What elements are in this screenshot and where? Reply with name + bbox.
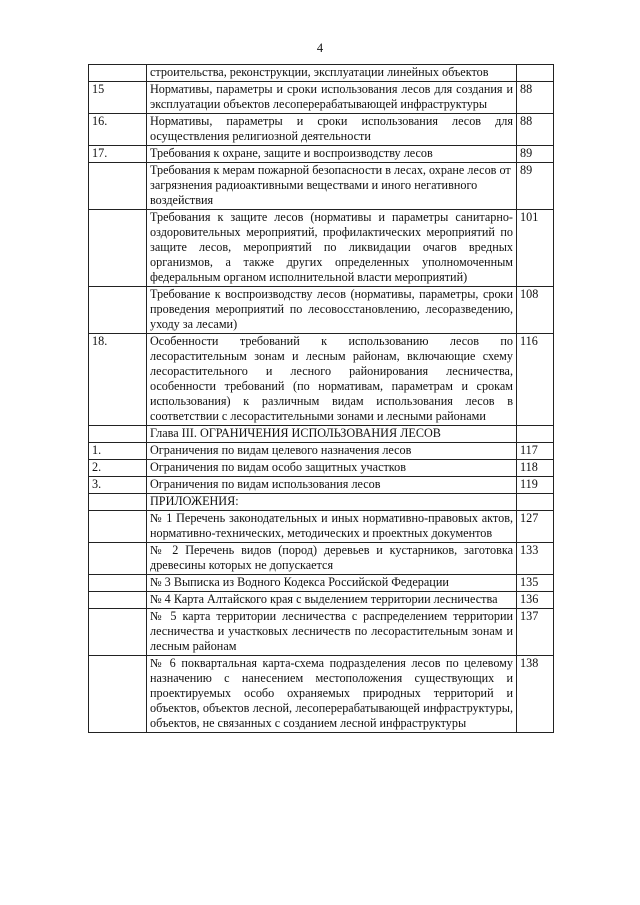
row-number [89,163,147,210]
row-number: 15 [89,82,147,114]
row-page: 117 [517,443,554,460]
table-row [89,82,554,114]
row-page [517,65,554,82]
row-number [89,65,147,82]
table-row [89,609,554,656]
row-title: строительства, реконструкции, эксплуатации линейных объектов [147,65,517,82]
row-title: Нормативы, параметры и сроки использования лесов для создания и эксплуатации объектов лесоперерабатывающей инфраструктуры [147,82,517,114]
page-number: 4 [316,41,324,55]
table-row [89,65,554,82]
row-number: 1. [89,443,147,460]
row-title: Требования к мерам пожарной безопасности в лесах, охране лесов от загрязнения радиоактивными веществами и иного негативного воздействия [147,163,517,210]
row-page: 108 [517,287,554,334]
table-row [89,443,554,460]
row-number [89,494,147,511]
row-title: Ограничения по видам особо защитных участков [147,460,517,477]
row-number: 16. [89,114,147,146]
row-page: 127 [517,511,554,543]
row-title: № 4 Карта Алтайского края с выделением территории лесничества [147,592,517,609]
row-number: 17. [89,146,147,163]
row-title: Требования к защите лесов (нормативы и параметры санитарно-оздоровительных мероприятий, профилактических мероприятий по защите лесов, мероприятий по ликвидации очагов вредных организмов, а также других определенных уполномоченным федеральным органом исполнительной власти мероприятий) [147,210,517,287]
row-number [89,543,147,575]
table-row [89,163,554,210]
table-row [89,575,554,592]
row-page: 89 [517,146,554,163]
table-row [89,592,554,609]
row-title: Нормативы, параметры и сроки использования лесов для осуществления религиозной деятельности [147,114,517,146]
row-page: 101 [517,210,554,287]
table-row [89,210,554,287]
row-page: 135 [517,575,554,592]
table-row [89,477,554,494]
row-page: 137 [517,609,554,656]
row-number: 2. [89,460,147,477]
row-number [89,656,147,733]
table-row [89,460,554,477]
row-title: Требования к охране, защите и воспроизводству лесов [147,146,517,163]
table-row [89,334,554,426]
row-title: № 3 Выписка из Водного Кодекса Российской Федерации [147,575,517,592]
row-number [89,287,147,334]
row-number: 18. [89,334,147,426]
appendix-heading: ПРИЛОЖЕНИЯ: [147,494,517,511]
row-page: 88 [517,82,554,114]
row-page: 88 [517,114,554,146]
row-number [89,609,147,656]
row-title: Особенности требований к использованию лесов по лесорастительным зонам и лесным районам, включающие схему лесорастительного и лесного районирования лесничества, особенности требований (по нормативам, параметрам и срокам использования) к различным видам использования лесов в соответствии с лесорастительными зонами и лесными районами [147,334,517,426]
row-number [89,511,147,543]
row-title: Ограничения по видам использования лесов [147,477,517,494]
table-row [89,146,554,163]
table-row [89,494,554,511]
row-page: 89 [517,163,554,210]
row-title: № 2 Перечень видов (пород) деревьев и кустарников, заготовка древесины которых не допускается [147,543,517,575]
row-page [517,494,554,511]
row-title: Требование к воспроизводству лесов (нормативы, параметры, сроки проведения мероприятий по лесовосстановлению, лесоразведению, уходу за лесами) [147,287,517,334]
row-title: № 1 Перечень законодательных и иных нормативно-правовых актов, нормативно-технических, методических и проектных документов [147,511,517,543]
row-number [89,210,147,287]
row-number [89,426,147,443]
table-row [89,287,554,334]
chapter-heading: Глава III. ОГРАНИЧЕНИЯ ИСПОЛЬЗОВАНИЯ ЛЕСОВ [147,426,517,443]
row-page: 118 [517,460,554,477]
table-row [89,511,554,543]
table-row [89,114,554,146]
row-page: 116 [517,334,554,426]
row-number [89,592,147,609]
table-row [89,656,554,733]
row-page: 133 [517,543,554,575]
row-page: 136 [517,592,554,609]
contents-table [88,64,554,733]
row-number: 3. [89,477,147,494]
row-page: 138 [517,656,554,733]
row-title: № 6 поквартальная карта-схема подразделения лесов по целевому назначению с нанесением местоположения существующих и проектируемых особо охраняемых природных территорий и объектов, объектов лесной, лесоперерабатывающей инфраструктуры, объектов, не связанных с созданием лесной инфраструктуры [147,656,517,733]
row-page: 119 [517,477,554,494]
row-title: № 5 карта территории лесничества с распределением территории лесничества и участковых лесничеств по лесорастительным зонам и лесным районам [147,609,517,656]
row-page [517,426,554,443]
row-title: Ограничения по видам целевого назначения лесов [147,443,517,460]
row-number [89,575,147,592]
table-row [89,426,554,443]
table-row [89,543,554,575]
